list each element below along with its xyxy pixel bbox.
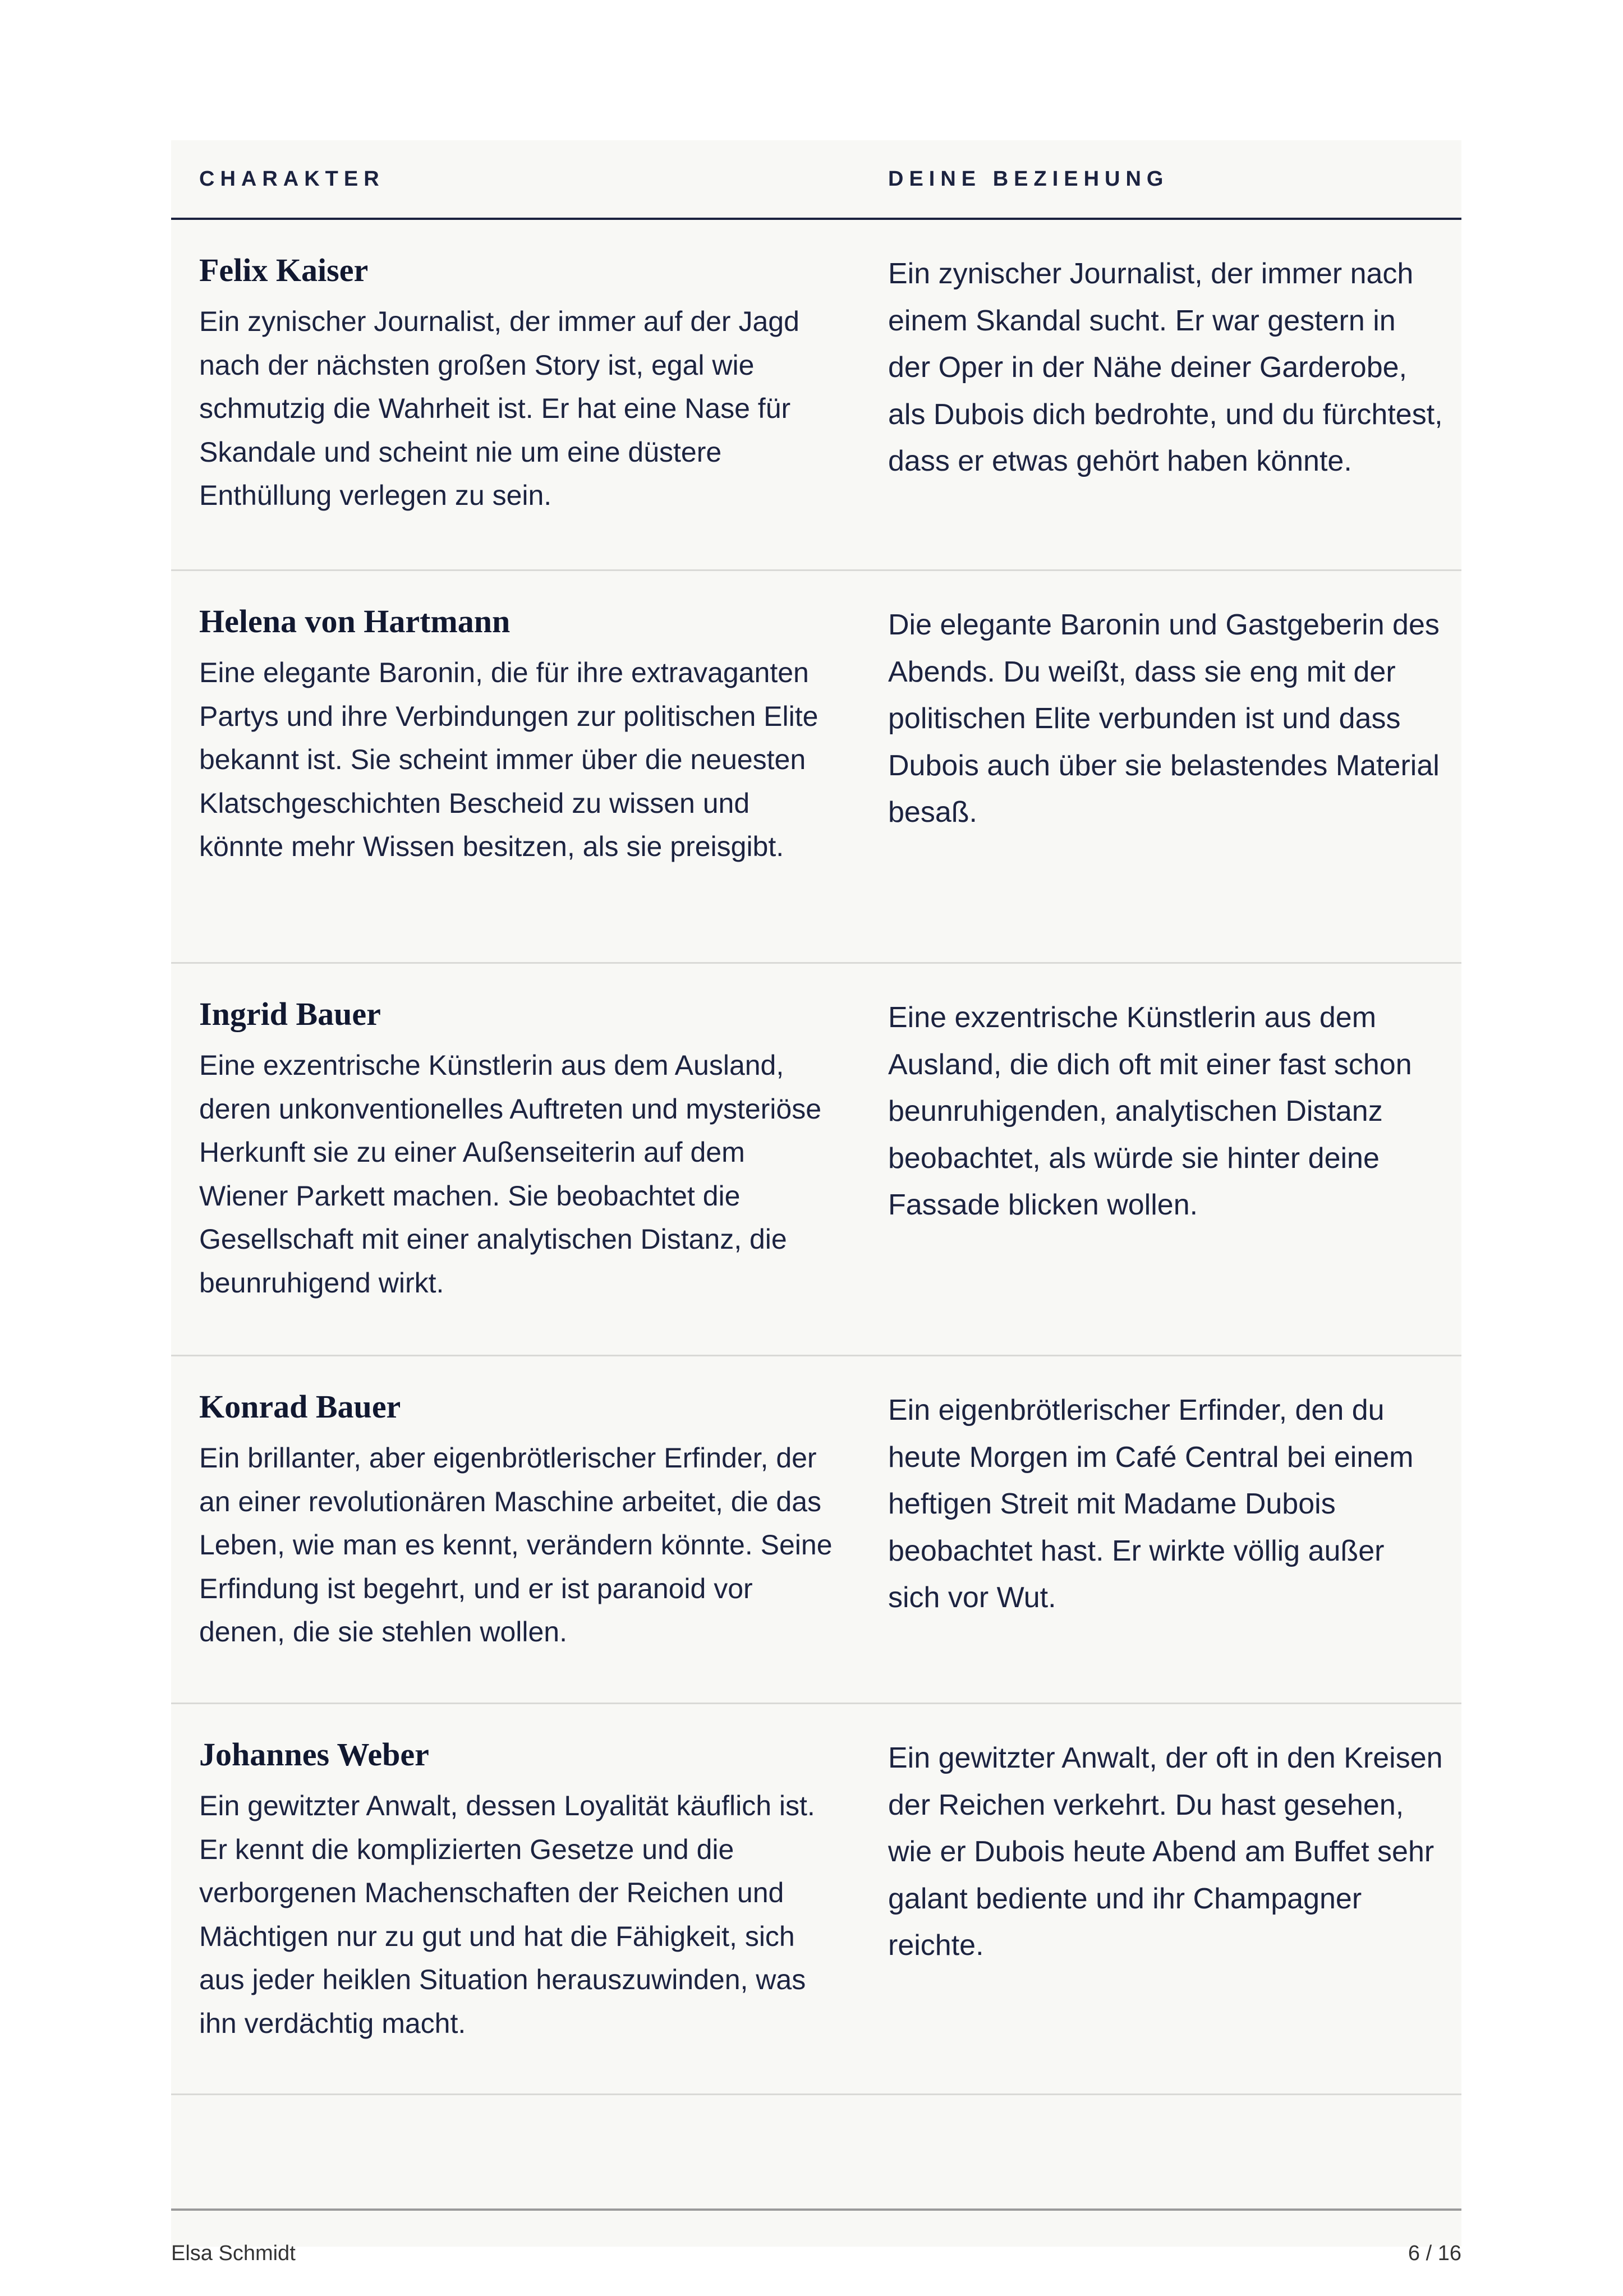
table-row — [171, 1704, 1461, 2095]
character-name: Helena von Hartmann — [199, 603, 511, 639]
table-row — [171, 571, 1461, 964]
footer-divider — [171, 2208, 1461, 2211]
character-description: Ein gewitzter Anwalt, dessen Loyalität käuflich ist. Er kennt die komplizierten Gesetze und die verborgenen Machenschaften der Reichen und Mächtigen nur zu gut und hat die Fähigkeit, sich aus jeder heiklen Situation herauszuwinden, was ihn verdächtig macht. — [199, 1790, 815, 2039]
relationship-cell — [888, 995, 1443, 1229]
footer-author: Elsa Schmidt — [171, 2242, 296, 2265]
relationship-text: Eine exzentrische Künstlerin aus dem Ausland, die dich oft mit einer fast schon beunruhigenden, analytischen Distanz beobachtet, als würde sie hinter deine Fassade blicken wollen. — [888, 1001, 1412, 1221]
table-row — [171, 964, 1461, 1356]
table-header — [171, 140, 1461, 220]
relationship-cell — [888, 602, 1443, 836]
character-name: Ingrid Bauer — [199, 996, 381, 1032]
character-name: Konrad Bauer — [199, 1388, 401, 1425]
character-name: Felix Kaiser — [199, 252, 369, 288]
relationship-cell — [888, 251, 1443, 485]
character-description: Ein zynischer Journalist, der immer auf der Jagd nach der nächsten großen Story ist, egal wie schmutzig die Wahrheit ist. Er hat eine Nase für Skandale und scheint nie um eine düstere Enthüllung verlegen zu sein. — [199, 306, 799, 511]
relationship-text: Ein eigenbrötlerischer Erfinder, den du heute Morgen im Café Central bei einem heftigen Streit mit Madame Dubois beobachtet hast. Er wirkte völlig außer sich vor Wut. — [888, 1394, 1414, 1614]
column-header-relationship: DEINE BEZIEHUNG — [888, 167, 1169, 191]
character-cell — [199, 251, 839, 518]
relationship-text: Ein zynischer Journalist, der immer nach einem Skandal sucht. Er war gestern in der Oper in der Nähe deiner Garderobe, als Dubois dich bedrohte, und du fürchtest, dass er etwas gehört haben könnte. — [888, 257, 1443, 477]
character-cell — [199, 1735, 839, 2045]
page-number: 6 / 16 — [1408, 2242, 1461, 2265]
column-header-character: CHARAKTER — [199, 167, 385, 191]
relationship-text: Ein gewitzter Anwalt, der oft in den Kreisen der Reichen verkehrt. Du hast gesehen, wie er Dubois heute Abend am Buffet sehr galant bediente und ihr Champagner reichte. — [888, 1742, 1443, 1962]
character-name: Johannes Weber — [199, 1736, 429, 1773]
relationship-cell — [888, 1735, 1443, 1970]
table-row — [171, 220, 1461, 571]
character-cell — [199, 1387, 839, 1654]
character-description: Eine elegante Baronin, die für ihre extravaganten Partys und ihre Verbindungen zur politischen Elite bekannt ist. Sie scheint immer über die neuesten Klatschgeschichten Bescheid zu wissen und könnte mehr Wissen besitzen, als sie preisgibt. — [199, 657, 819, 862]
character-table — [171, 140, 1461, 2247]
table-row — [171, 1356, 1461, 1704]
character-description: Ein brillanter, aber eigenbrötlerischer Erfinder, der an einer revolutionären Maschine arbeitet, die das Leben, wie man es kennt, verändern könnte. Seine Erfindung ist begehrt, und er ist paranoid vor denen, die sie stehlen wollen. — [199, 1442, 833, 1648]
character-description: Eine exzentrische Künstlerin aus dem Ausland, deren unkonventionelles Auftreten und mysteriöse Herkunft sie zu einer Außenseiterin auf dem Wiener Parkett machen. Sie beobachtet die Gesellschaft mit einer analytischen Distanz, die beunruhigend wirkt. — [199, 1050, 822, 1299]
relationship-text: Die elegante Baronin und Gastgeberin des Abends. Du weißt, dass sie eng mit der politischen Elite verbunden ist und dass Dubois auch über sie belastendes Material besaß. — [888, 609, 1440, 829]
character-cell — [199, 995, 839, 1305]
character-cell — [199, 602, 839, 869]
relationship-cell — [888, 1387, 1443, 1622]
